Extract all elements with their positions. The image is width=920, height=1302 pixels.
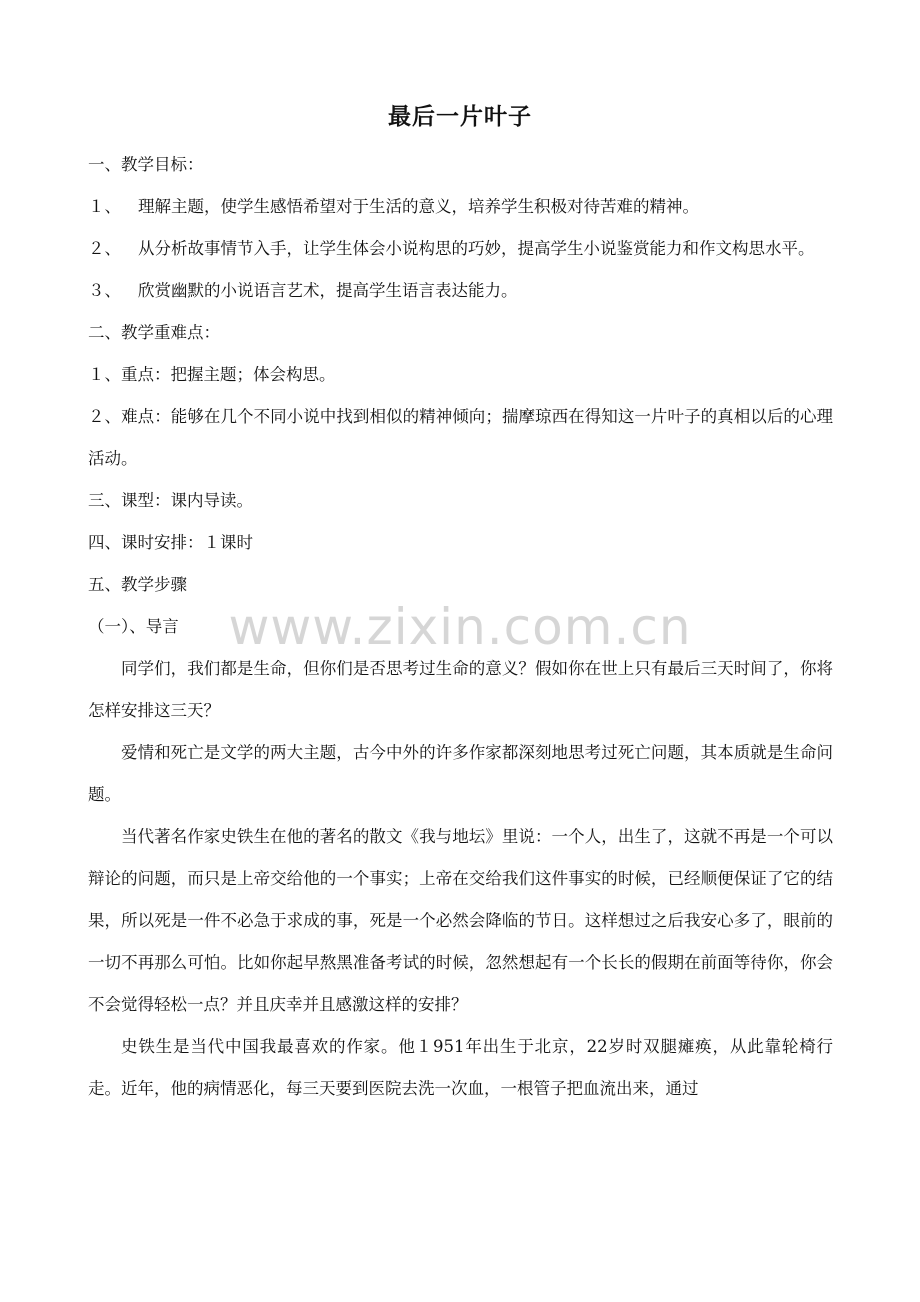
goal-number: ３、 — [88, 281, 121, 300]
goal-item — [88, 228, 833, 270]
document-title: 最后一片叶子 — [388, 104, 532, 130]
body-paragraph: 同学们，我们都是生命，但你们是否思考过生命的意义？假如你在世上只有最后三天时间了，你将怎样安排这三天？ — [88, 659, 833, 720]
goal-text: 理解主题，使学生感悟希望对于生活的意义，培养学生积极对待苦难的精神。 — [138, 197, 699, 216]
body-paragraph: 爱情和死亡是文学的两大主题，古今中外的许多作家都深刻地思考过死亡问题，其本质就是生命问题。 — [88, 743, 833, 804]
goal-text: 欣赏幽默的小说语言艺术，提高学生语言表达能力。 — [138, 281, 518, 300]
section-heading-steps: 五、教学步骤 — [88, 575, 187, 594]
document-body — [88, 144, 833, 1110]
section-lesson-type: 三、课型：课内导读。 — [88, 491, 253, 510]
section-heading-keypoints: 二、教学重难点： — [88, 323, 220, 342]
goal-item — [88, 186, 833, 228]
watermark-text: www.zixin.com.cn — [228, 598, 692, 656]
keypoint-item: １、重点：把握主题；体会构思。 — [88, 365, 336, 384]
goal-text: 从分析故事情节入手，让学生体会小说构思的巧妙，提高学生小说鉴赏能力和作文构思水平。 — [138, 239, 815, 258]
section-heading-goals: 一、教学目标： — [88, 155, 204, 174]
body-paragraph: 当代著名作家史铁生在他的著名的散文《我与地坛》里说：一个人，出生了，这就不再是一个可以辩论的问题，而只是上帝交给他的一个事实；上帝在交给我们这件事实的时候，已经顺便保证了它的结果，所以死是一件不必急于求成的事，死是一个必然会降临的节日。这样想过之后我安心多了，眼前的一切不再那么可怕。比如你起早熬黑准备考试的时候，忽然想起有一个长长的假期在前面等待你，你会不会觉得轻松一点？并且庆幸并且感激这样的安排？ — [88, 827, 833, 1014]
keypoint-item: ２、难点：能够在几个不同小说中找到相似的精神倾向；揣摩琼西在得知这一片叶子的真相以后的心理活动。 — [88, 407, 833, 468]
body-paragraph: 史铁生是当代中国我最喜欢的作家。他１951年出生于北京，22岁时双腿瘫痪，从此靠轮椅行走。近年，他的病情恶化，每三天要到医院去洗一次血，一根管子把血流出来，通过 — [88, 1037, 833, 1098]
goal-number: ２、 — [88, 239, 121, 258]
goal-item — [88, 270, 833, 312]
section-lesson-time: 四、课时安排：１课时 — [88, 533, 253, 552]
goal-number: １、 — [88, 197, 121, 216]
step-heading: （一）、导言 — [88, 617, 179, 636]
